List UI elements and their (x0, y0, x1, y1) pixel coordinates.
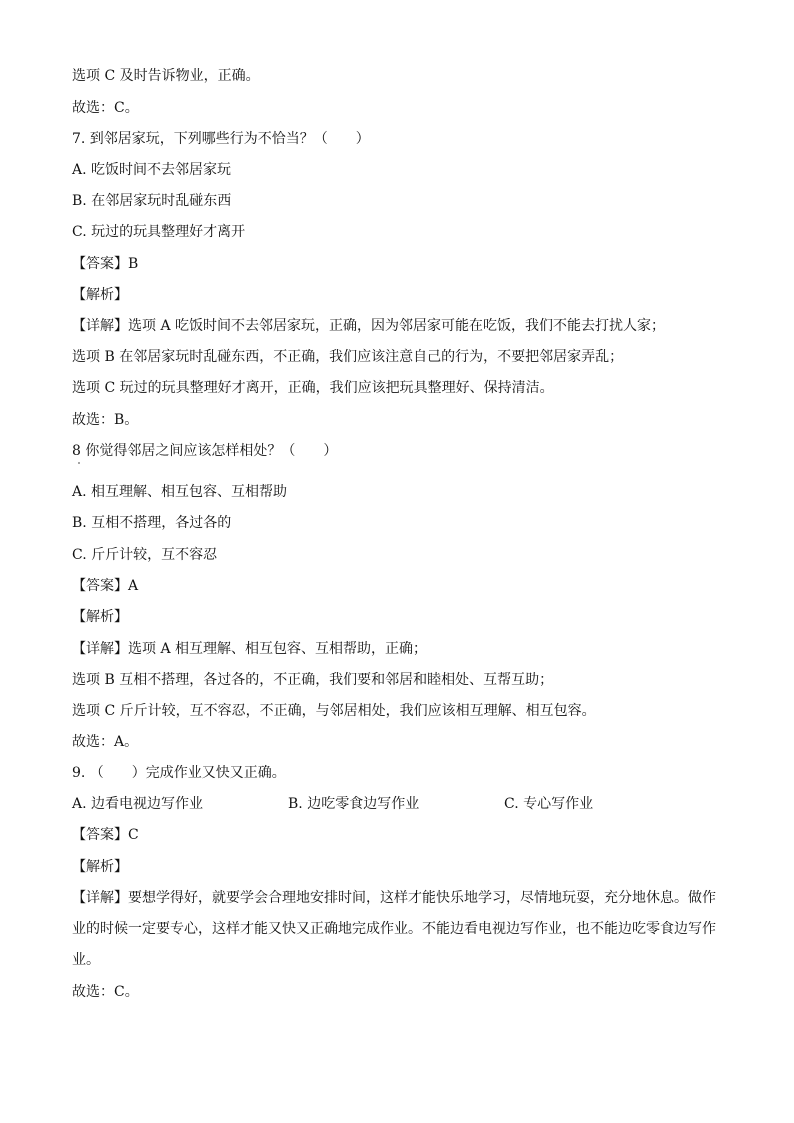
stray-mark (78, 462, 80, 464)
q9-option-b: B. 边吃零食边写作业 (288, 796, 420, 812)
q7-analysis-heading: 【解析】 (72, 287, 128, 303)
q9-detail-line-2: 业的时候一定要专心，这样才能又快又正确地完成作业。不能边看电视边写作业，也不能边吃零食边写作 (72, 921, 716, 937)
q9-option-c: C. 专心写作业 (504, 796, 594, 812)
q7-answer-choice: 故选：B。 (72, 412, 139, 428)
q8-detail-a: 【详解】选项 A 相互理解、相互包容、互相帮助，正确； (72, 641, 428, 657)
q8-answer-choice: 故选：A。 (72, 734, 139, 750)
q7-detail-c: 选项 C 玩过的玩具整理好才离开，正确，我们应该把玩具整理好、保持清洁。 (72, 380, 554, 396)
q7-option-a: A. 吃饭时间不去邻居家玩 (72, 162, 232, 178)
q8-detail-c: 选项 C 斤斤计较，互不容忍，不正确，与邻居相处，我们应该相互理解、相互包容。 (72, 703, 596, 719)
q8-option-a: A. 相互理解、相互包容、互相帮助 (72, 484, 288, 500)
q8-answer: 【答案】A (72, 578, 139, 594)
q8-detail-b: 选项 B 互相不搭理，各过各的，不正确，我们要和邻居和睦相处、互帮互助； (72, 672, 554, 688)
q9-answer-choice: 故选：C。 (72, 984, 139, 1000)
q7-option-c: C. 玩过的玩具整理好才离开 (72, 224, 246, 240)
q9-detail-line-1: 【详解】要想学得好，就要学会合理地安排时间，这样才能快乐地学习，尽情地玩耍，充分地休息。做作 (72, 890, 716, 906)
q9-options (72, 795, 722, 813)
q8-analysis-heading: 【解析】 (72, 609, 128, 625)
q7-option-b: B. 在邻居家玩时乱碰东西 (72, 193, 232, 209)
q7-detail-a: 【详解】选项 A 吃饭时间不去邻居家玩，正确，因为邻居家可能在吃饭，我们不能去打扰人家； (72, 318, 666, 334)
q9-detail-line-3: 业。 (72, 952, 100, 968)
q8-option-b: B. 互相不搭理，各过各的 (72, 515, 232, 531)
q7-question: 7. 到邻居家玩，下列哪些行为不恰当？（ ） (72, 131, 370, 147)
q8-option-c: C. 斤斤计较，互不容忍 (72, 547, 218, 563)
q9-answer: 【答案】C (72, 827, 139, 843)
q9-question: 9. （ ）完成作业又快又正确。 (72, 765, 286, 781)
q6-explanation-c: 选项 C 及时告诉物业，正确。 (72, 68, 260, 84)
q6-answer-choice: 故选：C。 (72, 100, 139, 116)
q9-analysis-heading: 【解析】 (72, 859, 128, 875)
q7-answer: 【答案】B (72, 256, 139, 272)
q7-detail-b: 选项 B 在邻居家玩时乱碰东西，不正确，我们应该注意自己的行为，不要把邻居家弄乱； (72, 349, 624, 365)
q9-option-a: A. 边看电视边写作业 (72, 796, 204, 812)
q8-question: 8 你觉得邻居之间应该怎样相处？（ ） (72, 443, 338, 459)
